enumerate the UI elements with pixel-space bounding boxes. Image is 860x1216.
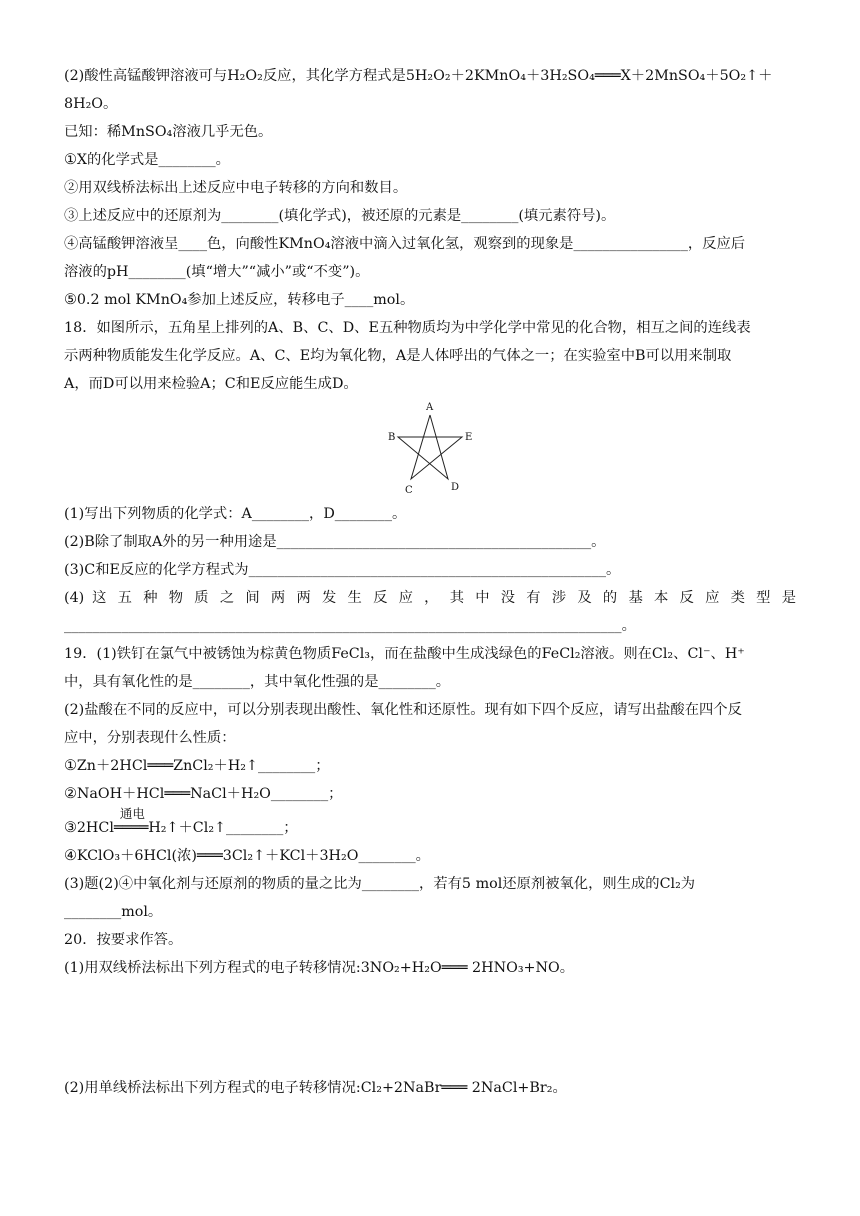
text-line: 中，具有氧化性的是________，其中氧化性强的是________。	[64, 674, 451, 690]
text-line: (1)用双线桥法标出下列方程式的电子转移情况:3NO₂+H₂O═══ 2HNO₃+NO。	[64, 960, 575, 976]
pentagram-diagram	[64, 400, 796, 500]
star-label-a: A	[426, 402, 434, 413]
question-18-line: 18．如图所示，五角星上排列的A、B、C、D、E五种物质均为中学化学中常见的化合物，相互之间的连线表	[64, 320, 751, 336]
question-19-line: 19．(1)铁钉在氯气中被锈蚀为棕黄色物质FeCl₃，而在盐酸中生成浅绿色的FeCl₂溶液。则在Cl₂、Cl⁻、H⁺	[64, 646, 745, 662]
equation-right: ════H₂↑＋Cl₂↑________；	[113, 820, 298, 836]
text-line: ②NaOH＋HCl═══NaCl＋H₂O________；	[64, 786, 343, 802]
text-line: (1)写出下列物质的化学式：A________，D________。	[64, 506, 407, 522]
text-line: (3)C和E反应的化学方程式为__________________________________________________。	[64, 562, 621, 578]
text-line: 8H₂O。	[64, 96, 118, 112]
document-page	[64, 62, 796, 1102]
star-label-e: E	[465, 432, 473, 443]
star-lines	[398, 415, 462, 479]
text-line: ①Zn＋2HCl═══ZnCl₂＋H₂↑________；	[64, 758, 330, 774]
text-line: ______________________________________________________________________________。	[64, 618, 636, 634]
text-line: ①X的化学式是________。	[64, 152, 230, 168]
text-line: (3)题(2)④中氧化剂与还原剂的物质的量之比为________，若有5 mol还原剂被氧化，则生成的Cl₂为	[64, 876, 696, 892]
star-label-b: B	[388, 432, 396, 443]
text-line: ④KClO₃＋6HCl(浓)═══3Cl₂↑＋KCl＋3H₂O________。	[64, 848, 430, 864]
question-20-line: 20．按要求作答。	[64, 932, 183, 948]
electrolysis-arrow	[113, 806, 298, 842]
text-line: ④高锰酸钾溶液呈____色，向酸性KMnO₄溶液中滴入过氧化氢，观察到的现象是________________，反应后	[64, 236, 746, 252]
text-line: ③上述反应中的还原剂为________(填化学式)，被还原的元素是________(填元素符号)。	[64, 208, 616, 224]
text-line: (2)酸性高锰酸钾溶液可与H₂O₂反应，其化学方程式是5H₂O₂＋2KMnO₄＋3H₂SO₄═══X＋2MnSO₄＋5O₂↑＋	[64, 68, 773, 84]
equation-left: ③2HCl	[64, 820, 114, 836]
text-line: A，而D可以用来检验A；C和E反应能生成D。	[64, 376, 358, 392]
text-line: 溶液的pH________(填“增大”“减小”或“不变”)。	[64, 264, 370, 280]
text-line: (4) 这 五 种 物 质 之 间 两 两 发 生 反 应 ， 其 中 没 有 涉 及 的 基 本 反 应 类 型 是	[64, 590, 796, 606]
text-line: ⑤0.2 mol KMnO₄参加上述反应，转移电子____mol。	[64, 292, 415, 308]
pentagram-svg	[390, 400, 500, 500]
star-label-c: C	[405, 485, 413, 496]
text-line: (2)B除了制取A外的另一种用途是____________________________________________。	[64, 534, 606, 550]
text-line: 应中，分别表现什么性质：	[64, 730, 236, 746]
text-line: ________mol。	[64, 904, 163, 920]
text-line: 已知：稀MnSO₄溶液几乎无色。	[64, 124, 273, 140]
text-line	[64, 806, 796, 842]
text-line: (2)用单线桥法标出下列方程式的电子转移情况:Cl₂+2NaBr═══ 2NaCl+Br₂。	[64, 1080, 567, 1096]
star-label-d: D	[451, 482, 460, 493]
text-line: ②用双线桥法标出上述反应中电子转移的方向和数目。	[64, 180, 408, 196]
text-line: (2)盐酸在不同的反应中，可以分别表现出酸性、氧化性和还原性。现有如下四个反应，请写出盐酸在四个反	[64, 702, 742, 718]
answer-space	[64, 982, 796, 1074]
text-line: 示两种物质能发生化学反应。A、C、E均为氧化物，A是人体呼出的气体之一；在实验室中B可以用来制取	[64, 348, 732, 364]
condition-label: 通电	[119, 806, 145, 821]
